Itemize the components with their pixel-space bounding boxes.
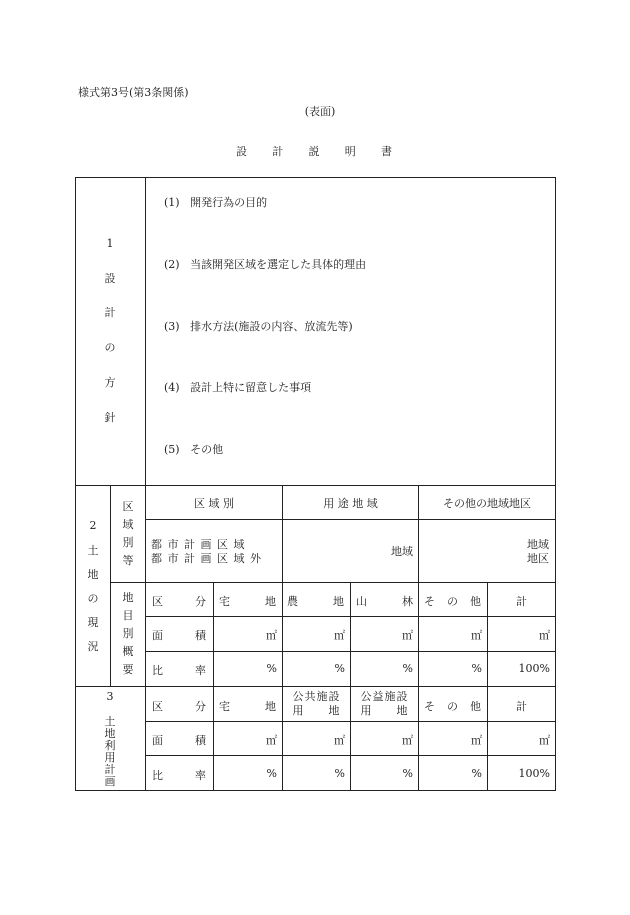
label-char: 3 [106, 690, 114, 703]
unit-percent: % [334, 662, 345, 675]
col-header-residential: 宅 地 [219, 700, 276, 713]
col-header-total: 計 [516, 595, 527, 608]
label-char: 域 [122, 518, 134, 531]
unit-percent: % [471, 767, 482, 780]
unit-sqm: ㎡ [471, 734, 482, 747]
zone-city-planning: 都 市 計 画 区 域 [151, 538, 246, 551]
unit-sqm: ㎡ [402, 629, 413, 642]
unit-percent: % [471, 662, 482, 675]
title-char: 計 [272, 145, 284, 158]
label-char: の [104, 341, 116, 354]
label-char: 設 [104, 272, 116, 285]
label-char: 目 [122, 609, 134, 622]
label-char: 土 [104, 715, 116, 728]
unit-percent: % [266, 662, 277, 675]
zone-use-value: 地域 [391, 545, 413, 558]
row-header-area: 面 積 [152, 734, 206, 747]
unit-percent: % [402, 662, 413, 675]
row-header-ratio: 比 率 [152, 664, 206, 677]
unit-sqm: ㎡ [266, 629, 277, 642]
label-char: 別 [122, 627, 134, 640]
zone-other-district: 地域 [527, 538, 549, 551]
col-header-residential: 宅 地 [219, 595, 276, 608]
policy-item: (3) 排水方法(施設の内容、放流先等) [164, 320, 353, 333]
label-char: 地 [104, 727, 116, 740]
unit-percent: % [266, 767, 277, 780]
policy-item: (5) その他 [164, 443, 224, 456]
label-char: 地 [87, 568, 99, 581]
total-percent: 100% [518, 767, 550, 780]
label-char: 計 [104, 306, 116, 319]
label-char: 別 [122, 536, 134, 549]
policy-item: (4) 設計上特に留意した事項 [164, 381, 312, 394]
title-char: 説 [308, 145, 320, 158]
zone-header-other: その他の地域地区 [443, 497, 531, 510]
label-char: 等 [122, 554, 134, 567]
label-char: 現 [87, 616, 99, 629]
label-char: 画 [104, 775, 116, 788]
unit-sqm: ㎡ [334, 734, 345, 747]
document-title [236, 143, 392, 159]
label-char: 要 [122, 663, 134, 676]
label-char: 針 [104, 411, 116, 424]
label-char: 区 [122, 500, 134, 513]
zone-other-area: 地区 [527, 552, 549, 565]
row-header-area: 面 積 [152, 629, 206, 642]
side-label: (表面) [304, 105, 336, 118]
label-char: 1 [106, 237, 114, 250]
row-header-kubun: 区 分 [152, 700, 206, 713]
title-char: 明 [344, 145, 356, 158]
zone-city-planning-outside: 都 市 計 画 区 域 外 [151, 552, 262, 565]
label-char: 計 [104, 763, 116, 776]
policy-item: (2) 当該開発区域を選定した具体的理由 [164, 258, 367, 271]
col-header-forest: 山 林 [356, 595, 413, 608]
zone-header-use: 用 途 地 域 [323, 497, 378, 510]
col-header-total: 計 [516, 700, 527, 713]
label-char: 利 [104, 739, 116, 752]
label-char: 方 [104, 376, 116, 389]
unit-percent: % [334, 767, 345, 780]
unit-sqm: ㎡ [334, 629, 345, 642]
label-char: 用 [104, 751, 116, 764]
unit-sqm: ㎡ [266, 734, 277, 747]
label-char: 況 [87, 640, 99, 653]
unit-sqm: ㎡ [471, 629, 482, 642]
label-char: 土 [87, 544, 99, 557]
unit-percent: % [402, 767, 413, 780]
col-header-public-benefit-facility: 公益施設 用 地 [360, 690, 409, 717]
total-percent: 100% [518, 662, 550, 675]
col-header-farmland: 農 地 [287, 595, 344, 608]
title-char: 設 [236, 145, 247, 158]
unit-sqm: ㎡ [539, 734, 550, 747]
row-header-ratio: 比 率 [152, 769, 206, 782]
label-char: 地 [122, 591, 134, 604]
policy-item: (1) 開発行為の目的 [164, 196, 268, 209]
form-number: 様式第3号(第3条関係) [78, 86, 189, 99]
label-char: 2 [89, 519, 97, 532]
unit-sqm: ㎡ [402, 734, 413, 747]
col-header-public-facility: 公共施設 用 地 [292, 690, 341, 717]
title-char: 書 [381, 145, 392, 158]
col-header-other: そ の 他 [424, 700, 481, 713]
label-char: 概 [122, 645, 134, 658]
row-header-kubun: 区 分 [152, 595, 206, 608]
col-header-other: そ の 他 [424, 595, 481, 608]
label-char: の [87, 592, 99, 605]
zone-header-area: 区 域 別 [194, 497, 234, 510]
unit-sqm: ㎡ [539, 629, 550, 642]
